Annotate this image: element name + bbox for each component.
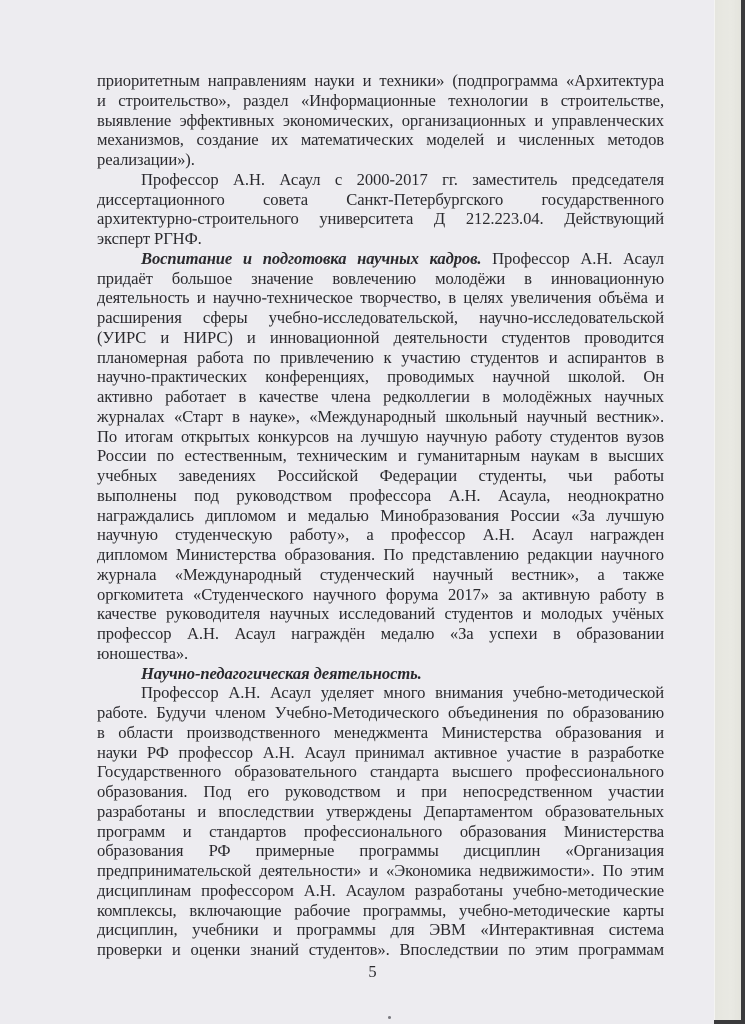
document-body (97, 71, 664, 960)
scan-edge-band (714, 0, 742, 1020)
text-line: дисциплин, учебники и программы для ЭВМ «Интерактивная система (97, 920, 664, 940)
text-line: предпринимательской деятельности» и «Экономика недвижимости». По этим (97, 861, 664, 880)
text-line: научную студенческую работу», а профессор А.Н. Асаул награжден (97, 525, 664, 545)
text-line: юношества». (97, 643, 189, 663)
text-line: дипломом Министерства образования. По представлению редакции научного (97, 545, 664, 564)
text-run: Профессор А.Н. Асаул (481, 248, 664, 268)
text-line: журнала «Международный студенческий научный вестник», а также (97, 564, 664, 584)
text-line: в области производственного менеджмента Министерства образования и (97, 722, 664, 742)
text-line: и строительство», раздел «Информационные технологии в строительстве, (97, 90, 664, 110)
text-line: оргкомитета «Студенческого научного форума 2017» за активную работу в (97, 584, 664, 604)
text-line: науки РФ профессор А.Н. Асаул принимал активное участие в разработке (97, 742, 664, 762)
text-line: журналах «Старт в науке», «Международный школьный научный вестник». (97, 406, 664, 426)
text-line: приоритетным направлениям науки и техники» (подпрограмма «Архитектура (97, 71, 664, 90)
text-line: активно работает в качестве члена редколлегии в молодёжных научных (97, 387, 664, 406)
text-line: качестве руководителя научных исследований студентов и молодых учёных (97, 604, 664, 624)
text-line: выполнены под руководством профессора А.Н. Асаула, неоднократно (97, 485, 664, 505)
text-line: Профессор А.Н. Асаул уделяет много внимания учебно-методической (141, 683, 664, 703)
text-line: профессор А.Н. Асаул награждён медалю «За успехи в образовании (97, 624, 664, 643)
scan-speck (388, 1016, 391, 1019)
text-line: разработаны и впоследствии утверждены Департаментом образовательных (97, 801, 664, 821)
text-line: проверки и оценки знаний студентов». Впоследствии по этим программам (97, 940, 664, 959)
section-heading-upbringing: Воспитание и подготовка научных кадров. (141, 248, 482, 268)
text-line: дисциплинам профессором А.Н. Асаулом разработаны учебно-методические (97, 880, 664, 900)
text-line: Государственного образовательного стандарта высшего профессионального (97, 762, 664, 782)
text-line: деятельность и научно-техническое творчество, в целях увеличения объёма и (97, 288, 664, 308)
text-line: архитектурно-строительного университета Д 212.223.04. Действующий (97, 209, 664, 229)
text-line: учебных заведениях Российской Федерации студенты, чьи работы (97, 466, 664, 485)
text-line: По итогам открытых конкурсов на лучшую научную работу студентов вузов (97, 426, 664, 446)
text-line: программ и стандартов профессионального образования Министерства (97, 821, 664, 841)
scan-border-bottom (714, 1020, 745, 1024)
text-line: эксперт РГНФ. (97, 229, 202, 248)
text-line: диссертационного совета Санкт-Петербургского государственного (97, 189, 664, 209)
page-number: 5 (368, 962, 377, 981)
section-heading-line (97, 249, 664, 269)
text-line: выявление эффективных экономических, организационных и управленческих (97, 110, 664, 130)
scan-border-right (741, 0, 745, 1024)
text-line: расширения сферы учебно-исследовательской, научно-исследовательской (97, 308, 664, 327)
text-line: механизмов, создание их математических моделей и численных методов (97, 130, 664, 150)
text-line: Профессор А.Н. Асаул с 2000-2017 гг. заместитель председателя (141, 169, 664, 189)
text-line: реализации»). (97, 150, 195, 169)
section-heading-teaching: Научно-педагогическая деятельность. (141, 663, 422, 683)
text-line: России по естественным, техническим и гуманитарным наукам в высших (97, 446, 664, 466)
text-line: планомерная работа по привлечению к участию студентов и аспирантов в (97, 347, 664, 367)
text-line: образования РФ примерные программы дисциплин «Организация (97, 841, 664, 861)
text-line: образования. Под его руководством и при непосредственном участии (97, 782, 664, 801)
text-line: награждались дипломом и медалью Минобразования России «За лучшую (97, 505, 664, 525)
text-line: (УИРС и НИРС) и инновационной деятельности студентов проводится (97, 327, 664, 347)
text-line: научно-практических конференциях, проводимых научной школой. Он (97, 367, 664, 387)
text-line: работе. Будучи членом Учебно-Методического объединения по образованию (97, 703, 664, 722)
text-line: комплексы, включающие рабочие программы, учебно-методические карты (97, 900, 664, 920)
text-line: придаёт большое значение вовлечению молодёжи в инновационную (97, 268, 664, 288)
